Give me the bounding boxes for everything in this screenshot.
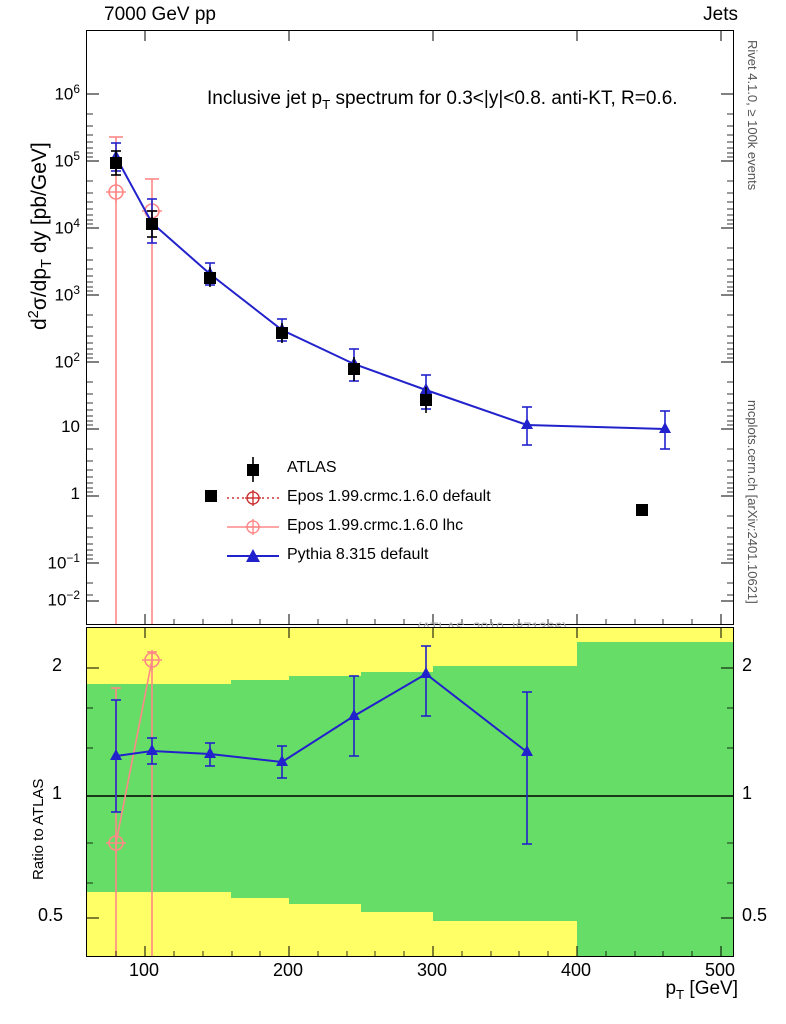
ratio-y-tick-05-right: 0.5 xyxy=(742,905,768,925)
x-axis-title: $p_T$ [GeV] xyxy=(665,978,738,1002)
ratio-y-tick-1-right: 1 xyxy=(742,783,753,803)
x-tick-200: 200 xyxy=(272,960,304,980)
header-beam-label: 7000 GeV pp xyxy=(104,4,216,25)
ratio-y-tick-2-left: 2 xyxy=(52,655,63,675)
y-tick-1e3: $10^3$ xyxy=(54,283,80,305)
arxiv-reference-label: mcplots.cern.ch [arXiv:2401.10621] xyxy=(745,400,760,604)
y-tick-1e-1: $10^{-1}$ xyxy=(47,551,80,573)
epos-default-marker-icon xyxy=(227,484,279,513)
x-tick-400: 400 xyxy=(560,960,592,980)
series-atlas xyxy=(110,151,648,516)
pythia-marker-icon xyxy=(227,542,279,571)
x-tick-500: 500 xyxy=(704,960,736,980)
x-tick-300: 300 xyxy=(416,960,448,980)
x-tick-100: 100 xyxy=(128,960,160,980)
y-tick-10: 10 xyxy=(61,417,80,436)
ratio-plot-svg xyxy=(87,628,733,956)
y-tick-1: 1 xyxy=(70,484,80,503)
ratio-y-axis-title: Ratio to ATLAS xyxy=(30,778,47,880)
legend-label-epos-lhc: Epos 1.99.crmc.1.6.0 lhc xyxy=(287,517,464,534)
y-tick-1e5: $10^5$ xyxy=(54,149,80,171)
epos-lhc-marker-icon xyxy=(227,513,279,542)
main-plot-svg xyxy=(87,31,733,624)
series-pythia xyxy=(110,143,671,449)
atlas-marker-icon xyxy=(227,455,279,484)
series-epos-lhc xyxy=(106,137,162,624)
ratio-y-tick-2-right: 2 xyxy=(742,655,753,675)
y-tick-1e-2: $10^{-2}$ xyxy=(47,588,80,610)
ratio-y-tick-05-left: 0.5 xyxy=(38,905,64,925)
y-tick-1e6: $10^6$ xyxy=(54,82,80,104)
y-tick-1e2: $10^2$ xyxy=(54,350,80,372)
legend-label-atlas: ATLAS xyxy=(287,459,337,476)
main-plot-frame xyxy=(86,30,734,625)
legend-label-pythia: Pythia 8.315 default xyxy=(287,546,429,563)
y-tick-1e4: $10^4$ xyxy=(54,216,80,238)
ratio-plot-frame xyxy=(86,627,734,957)
header-category-label: Jets xyxy=(703,4,738,25)
plot-title: Inclusive jet $p_T$ spectrum for 0.3<|y|<0.8. anti-KT, R=0.6. xyxy=(207,88,678,112)
ratio-y-tick-1-left: 1 xyxy=(52,783,63,803)
rivet-version-label: Rivet 4.1.0, ≥ 100k events xyxy=(745,40,760,191)
y-axis-title: $d^2\sigma/dp_T$ dy [pb/GeV] xyxy=(26,142,56,330)
legend-label-epos-default: Epos 1.99.crmc.1.6.0 default xyxy=(287,488,491,505)
